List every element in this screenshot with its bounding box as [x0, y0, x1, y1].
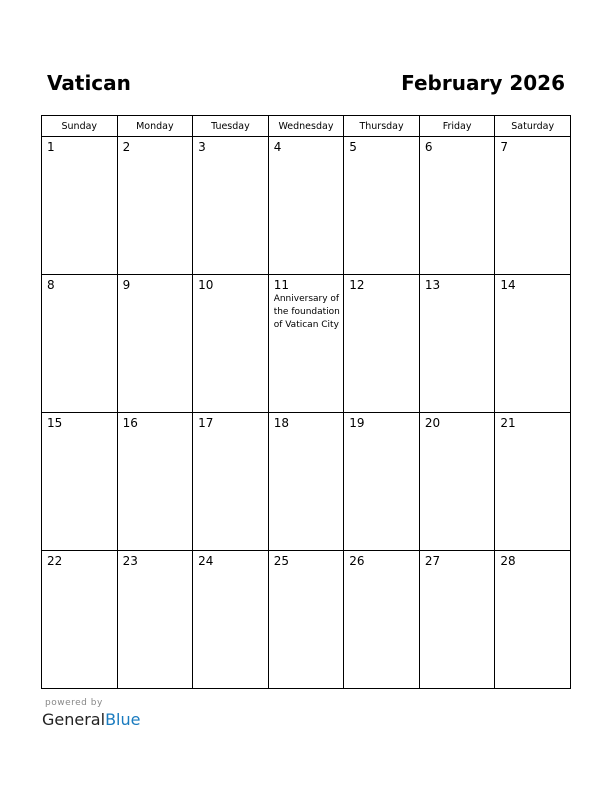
calendar-month-title: February 2026	[401, 71, 565, 95]
day-number: 12	[349, 278, 365, 292]
day-number: 18	[273, 416, 289, 430]
day-cell	[419, 551, 495, 689]
day-number: 7	[500, 140, 509, 154]
day-number: 10	[198, 278, 214, 292]
day-number: 26	[349, 554, 365, 568]
day-cell	[42, 413, 118, 551]
day-cell	[42, 137, 118, 275]
day-number: 21	[500, 416, 516, 430]
day-number: 15	[47, 416, 63, 430]
day-cell	[344, 275, 420, 413]
day-cell	[268, 275, 344, 413]
week-row	[42, 551, 571, 689]
logo-text-general: General	[42, 710, 106, 729]
weekday-header: Friday	[419, 116, 495, 137]
generalblue-logo[interactable]	[42, 710, 140, 730]
calendar-grid	[41, 115, 571, 689]
day-cell	[268, 413, 344, 551]
day-cell	[42, 275, 118, 413]
day-number: 20	[424, 416, 441, 430]
day-number: 6	[424, 140, 433, 154]
day-cell	[495, 275, 571, 413]
weekday-header: Saturday	[495, 116, 571, 137]
weekday-header: Wednesday	[268, 116, 344, 137]
day-cell	[419, 413, 495, 551]
week-row	[42, 137, 571, 275]
weekday-header: Monday	[117, 116, 193, 137]
week-row	[42, 413, 571, 551]
day-cell	[117, 275, 193, 413]
week-row	[42, 275, 571, 413]
day-number: 1	[47, 140, 55, 154]
day-cell	[193, 275, 269, 413]
day-number: 25	[273, 554, 289, 568]
day-cell	[193, 551, 269, 689]
day-cell	[495, 551, 571, 689]
day-cell	[344, 413, 420, 551]
day-number: 5	[349, 140, 357, 154]
weekday-header: Sunday	[42, 116, 118, 137]
day-number: 11	[273, 278, 289, 292]
day-cell	[117, 551, 193, 689]
day-number: 2	[122, 140, 131, 154]
day-number: 19	[349, 416, 365, 430]
day-number: 22	[47, 554, 63, 568]
day-cell	[268, 551, 344, 689]
day-cell	[42, 551, 118, 689]
day-cell	[495, 413, 571, 551]
holiday-label: Anniversary of the foundation of Vatican City	[273, 294, 340, 330]
day-number: 4	[273, 140, 282, 154]
day-number: 16	[122, 416, 138, 430]
logo-text-blue: Blue	[105, 710, 141, 729]
day-number: 14	[500, 278, 516, 292]
day-cell	[117, 137, 193, 275]
day-number: 23	[122, 554, 138, 568]
day-cell	[193, 137, 269, 275]
day-cell	[193, 413, 269, 551]
powered-by-text: powered by	[45, 698, 103, 708]
calendar-country-title: Vatican	[47, 71, 131, 95]
day-number: 24	[198, 554, 214, 568]
day-number: 9	[122, 278, 131, 292]
day-cell	[419, 275, 495, 413]
day-cell	[419, 137, 495, 275]
day-cell	[344, 137, 420, 275]
weekday-header: Tuesday	[193, 116, 269, 137]
day-cell	[268, 137, 344, 275]
day-cell	[344, 551, 420, 689]
footer-branding	[42, 698, 140, 730]
day-number: 28	[500, 554, 516, 568]
weekday-header: Thursday	[344, 116, 420, 137]
day-number: 8	[47, 278, 55, 292]
day-number: 27	[424, 554, 441, 568]
day-number: 13	[424, 278, 441, 292]
weekday-header-row	[42, 116, 571, 137]
day-number: 3	[198, 140, 206, 154]
day-cell	[117, 413, 193, 551]
day-cell	[495, 137, 571, 275]
day-number: 17	[198, 416, 214, 430]
